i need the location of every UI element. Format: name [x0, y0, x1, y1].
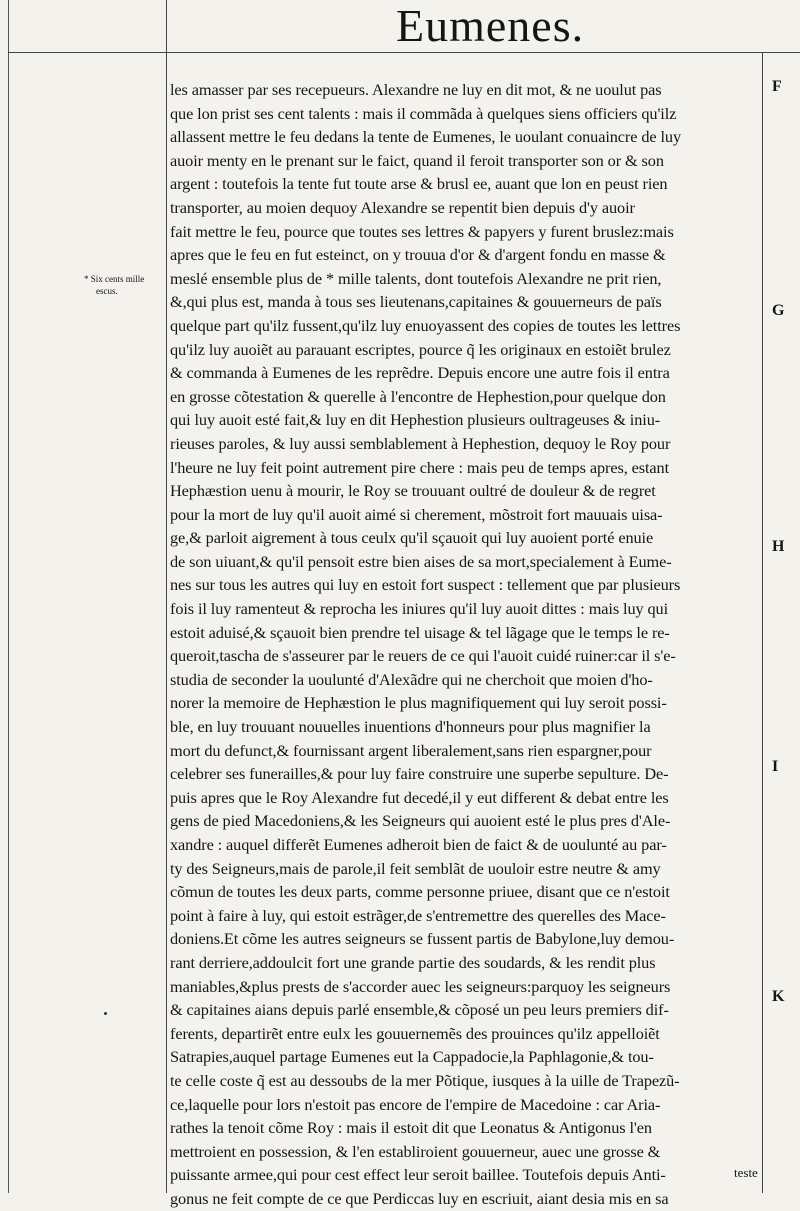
text-line: & capitaines aians depuis parlé ensemble,& cõposé un peu leurs premiers dif-: [170, 1000, 669, 1020]
text-line: rant derriere,addoulcit fort une grande partie des soudards, & les rendit plus: [170, 952, 656, 972]
text-line: pour la mort de luy qu'il auoit aimé si cherement, mõstroit fort mauuais uisa-: [170, 504, 663, 524]
text-line: les amasser par ses recepueurs. Alexandre ne luy en dit mot, & ne uoulut pas: [170, 80, 662, 99]
margin-note: [84, 273, 144, 297]
left-margin-rule: [8, 0, 9, 1193]
text-line: &,qui plus est, manda à tous ses lieutenans,capitaines & gouuerneurs de païs: [170, 292, 662, 312]
text-line: qui luy auoit esté fait,& luy en dit Hephestion plusieurs oultrageuses & iniu-: [170, 410, 661, 430]
text-line: allassent mettre le feu dedans la tente de Eumenes, le uoulant conuaincre de luy: [170, 127, 681, 147]
text-line: argent : toutefois la tente fut toute arse & brusl ee, auant que lon en peust rien: [170, 174, 668, 194]
text-line: cõmun de toutes les deux parts, comme personne priuee, disant que ce n'estoit: [170, 882, 670, 902]
text-line: puissante armee,qui pour cest effect leur seroit baillee. Toutefois depuis Anti-: [170, 1165, 666, 1185]
text-line: maniables,&plus prests de s'accorder auec les seigneurs:parquoy les seigneurs: [170, 976, 671, 996]
text-line: auoir menty en le prenant sur le faict, quand il feroit transporter son or & son: [170, 150, 664, 170]
ink-speck: [104, 1012, 107, 1015]
text-line: estoit aduisé,& sçauoit bien prendre tel uisage & tel lãgage que le temps le re-: [170, 622, 670, 642]
text-line: que lon prist ses cent talents : mais il commãda à quelques siens officiers qu'ilz: [170, 103, 677, 123]
section-letter-i: I: [772, 758, 779, 775]
text-line: ty des Seigneurs,mais de parole,il feit semblãt de uouloir estre neutre & amy: [170, 858, 661, 878]
text-line: fait mettre le feu, pource que toutes ses lettres & papyers y furent bruslez:mais: [170, 221, 674, 241]
text-line: meslé ensemble plus de * mille talents, dont toutefois Alexandre ne prit rien,: [170, 268, 662, 288]
text-line: quelque part qu'ilz fussent,qu'ilz luy enuoyassent des copies de toutes les lettres: [170, 315, 681, 335]
section-letter-h: H: [772, 538, 785, 555]
text-line: puis apres que le Roy Alexandre fut decedé,il y eut different & debat entre les: [170, 787, 669, 807]
text-line: & commanda à Eumenes de les reprẽdre. Depuis encore une autre fois il entra: [170, 363, 670, 383]
text-line: l'heure ne luy feit point autrement pire chere : mais peu de temps apres, estant: [170, 457, 670, 477]
text-line: mettroient en possession, & l'en establiroient gouuerneur, auec une grosse &: [170, 1141, 661, 1161]
text-line: Hephæstion uenu à mourir, le Roy se trouuant oultré de douleur & de regret: [170, 481, 656, 501]
text-line: doniens.Et cõme les autres seigneurs se fussent partis de Babylone,luy demou-: [170, 929, 675, 949]
text-line: rathes la tenoit cõme Roy : mais il estoit dit que Leonatus & Antigonus l'en: [170, 1118, 652, 1138]
text-line: qu'ilz luy auoiẽt au parauant escriptes, pource q̃ les originaux en estoiẽt brulez: [170, 339, 671, 359]
text-line: de son uiuant,& qu'il pensoit estre bien aises de sa mort,specialement à Eume-: [170, 551, 672, 571]
section-letter-f: F: [772, 78, 782, 95]
text-line: ce,laquelle pour lors n'estoit pas encore de l'empire de Macedoine : car Aria-: [170, 1094, 661, 1114]
text-line: gens de pied Macedoniens,& les Seigneurs qui auoient esté le plus pres d'Ale-: [170, 811, 671, 831]
text-line: norer la memoire de Hephæstion le plus magnifiquement qui luy seroit possi-: [170, 693, 667, 713]
text-line: apres que le feu en fut esteinct, on y trouua d'or & d'argent fondu en masse &: [170, 245, 666, 265]
section-letter-g: G: [772, 302, 785, 319]
margin-note-line: * Six cents mille: [84, 274, 145, 284]
text-line: point à faire à luy, qui estoit estrãger,de s'entremettre des querelles des Mace-: [170, 905, 666, 925]
running-head: Eumenes.: [396, 0, 585, 51]
text-line: xandre : auquel differẽt Eumenes adheroit bien de faict & de uoulunté au par-: [170, 835, 667, 854]
text-line: queroit,tascha de s'asseurer par le reuers de ce qui l'auoit cuidé ruiner:car il s'e-: [170, 646, 676, 666]
text-line: rieuses paroles, & luy aussi semblablement à Hephestion, dequoy le Roy pour: [170, 433, 671, 453]
text-line: en grosse cõtestation & querelle à l'encontre de Hephestion,pour quelque don: [170, 386, 666, 406]
text-line: fois il luy ramenteut & reprocha les iniures qu'il luy auoit dittes : mais luy qui: [170, 599, 669, 619]
right-margin-rule: [762, 52, 763, 1193]
text-line: Satrapies,auquel partage Eumenes eut la Cappadocie,la Paphlagonie,& tou-: [170, 1047, 654, 1067]
text-line: te celle coste q̃ est au dessoubs de la mer Põtique, iusques à la uille de Trapezũ-: [170, 1070, 680, 1090]
text-line: ge,& parloit aigrement à tous ceulx qu'il sçauoit qui luy auoient porté enuie: [170, 528, 654, 548]
text-line: transporter, au moien dequoy Alexandre se repentit bien depuis d'y auoir: [170, 197, 635, 217]
margin-note-line: escus.: [96, 286, 118, 296]
text-line: studia de seconder la uoulunté d'Alexãdre qui ne cherchoit que moien d'ho-: [170, 669, 653, 689]
catchword: teste: [734, 1165, 758, 1180]
text-line: mort du defunct,& fournissant argent liberalement,sans rien espargner,pour: [170, 740, 652, 760]
text-line: celebrer ses funerailles,& pour luy faire construire une superbe sepulture. De-: [170, 764, 669, 784]
text-line: ferents, departirẽt entre eulx les gouuernemẽs des prouinces qu'ilz appelloiẽt: [170, 1023, 660, 1043]
text-column-rule: [166, 0, 167, 1193]
text-line: gonus ne feit compte de ce que Perdiccas luy en escriuit, aiant desia mis en sa: [170, 1188, 669, 1208]
text-line: ble, en luy trouuant nouuelles inuentions d'honneurs pour plus magnifier la: [170, 717, 651, 737]
text-line: nes sur tous les autres qui luy en estoit fort suspect : tellement que par plusieurs: [170, 575, 681, 595]
section-letter-k: K: [772, 988, 785, 1005]
body-text: [170, 78, 762, 1211]
